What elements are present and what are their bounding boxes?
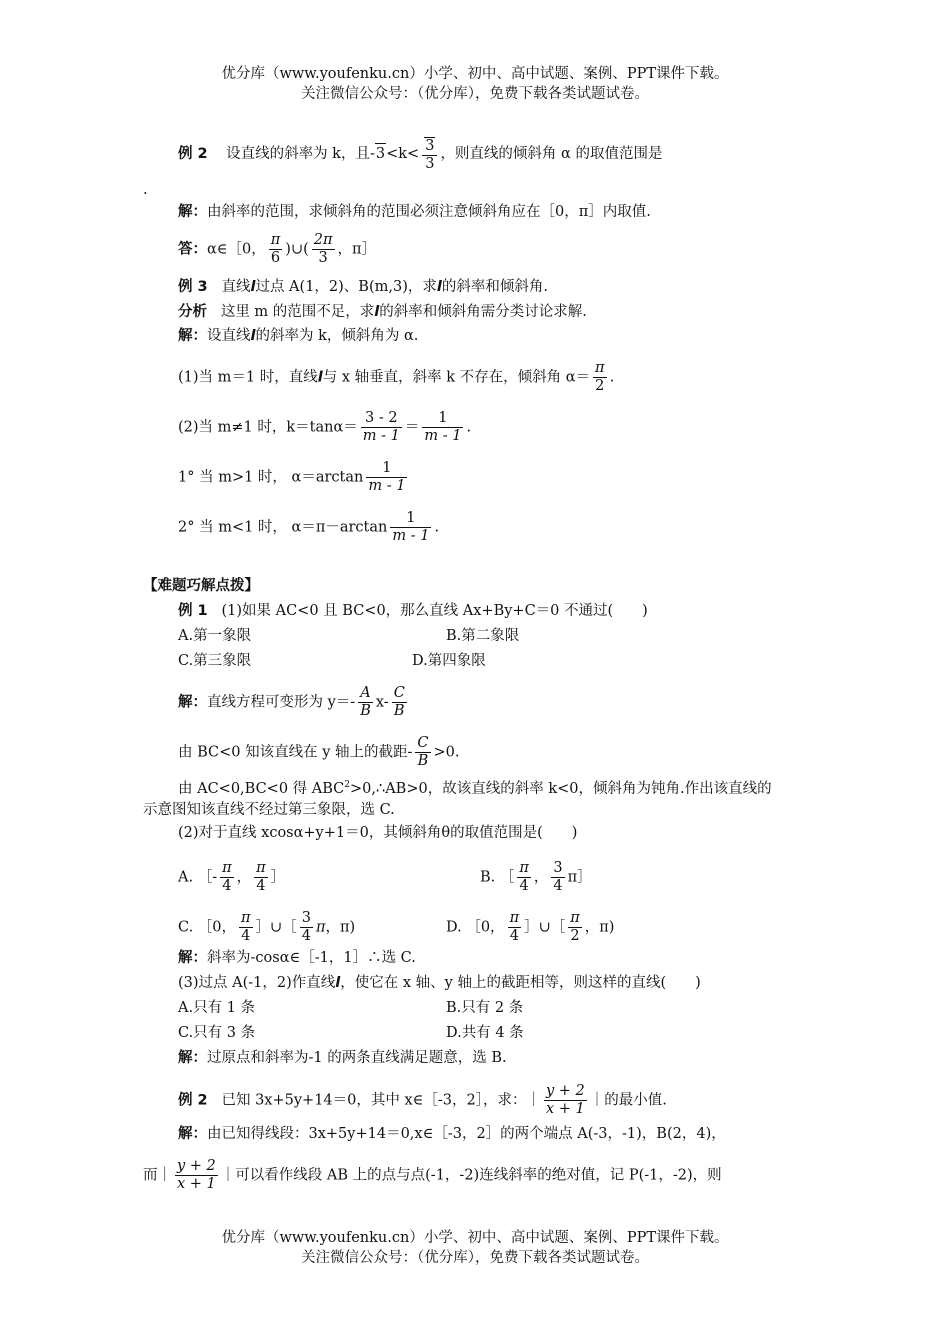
problem-3-solution: 解：过原点和斜率为-1 的两条直线满足题意，选 B. <box>178 1050 507 1066</box>
problem-2-option-b: B. ［ $\frac{\pi}{4}$ ， $\frac{3}{4}$ π］ <box>480 860 592 894</box>
header-line-2: 关注微信公众号：（优分库），免费下载各类试题试卷。 <box>301 86 649 102</box>
problem-3-option-c: C.只有 3 条 <box>178 1025 256 1041</box>
problem-3-option-b: B.只有 2 条 <box>446 1000 524 1016</box>
problem-3-option-a: A.只有 1 条 <box>178 1000 256 1016</box>
problem-2-option-d: D. ［0， $\frac{\pi}{4}$ ］∪［ $\frac{\pi}{2}$ ，π) <box>446 910 615 944</box>
problem-3-option-d: D.共有 4 条 <box>446 1025 524 1041</box>
page-header <box>0 64 950 104</box>
header-line-1: 优分库（www.youfenku.cn）小学、初中、高中试题、案例、PPT课件下载。 <box>221 66 729 82</box>
example-3-analysis: 分析 这里 m 的范围不足，求l的斜率和倾斜角需分类讨论求解. <box>178 304 587 320</box>
example-2-tail: . <box>143 182 148 198</box>
footer-line-1: 优分库（www.youfenku.cn）小学、初中、高中试题、案例、PPT课件下载。 <box>221 1230 729 1246</box>
problem-1-solution-3: 由 AC<0,BC<0 得 $ABC^2>0,\therefore AB>0$，故该直线的斜率 k<0，倾斜角为钝角.作出该直线的 <box>178 780 772 797</box>
example-2-answer: 答：α∈［0， $\frac{\pi}{6}$ )∪( $\frac{2\pi}{3}$ ，π］ <box>178 232 377 266</box>
example-2-question: 例 2 设直线的斜率为 k，且-3<k< $\frac{3}{3}$ ，则直线的倾斜角 α 的取值范围是 <box>178 138 663 172</box>
problem-2-option-c: C. ［0， $\frac{\pi}{4}$ ］∪［ $\frac{3}{4}$ π，π) <box>178 910 356 944</box>
example-2b-solution-1: 解：由已知得线段：3x+5y+14＝0,x∈［-3，2］的两个端点 A(-3，-1)，B(2，4)， <box>178 1126 726 1142</box>
footer-line-2: 关注微信公众号：（优分库），免费下载各类试题试卷。 <box>301 1250 649 1266</box>
problem-2-solution: 解：斜率为-cosα∈［-1，1］∴选 C. <box>178 950 416 966</box>
problem-2-question: (2)对于直线 xcosα+y+1＝0，其倾斜角θ的取值范围是( ) <box>178 825 578 841</box>
example-2-solution: 解：由斜率的范围，求倾斜角的范围必须注意倾斜角应在［0，π］内取值. <box>178 204 651 220</box>
example-2b-solution-2: 而｜ $\frac{y + 2}{x + 1}$ ｜可以看作线段 AB 上的点与点(-1，-2)连线斜率的绝对值，记 P(-1，-2)，则 <box>143 1158 722 1192</box>
problem-1-option-b: B.第二象限 <box>446 628 520 644</box>
example-2b-question: 例 2 已知 3x+5y+14＝0，其中 x∈［-3，2］，求：｜ $\frac{y + 2}{x + 1}$ ｜的最小值. <box>178 1083 667 1117</box>
problem-1-solution-1: 解：直线方程可变形为 y＝- $\frac{A}{B}$ x- $\frac{C}{B}$ <box>178 685 405 719</box>
page-footer <box>0 1228 950 1268</box>
problem-3-question: (3)过点 A(-1，2)作直线l，使它在 x 轴、y 轴上的截距相等，则这样的直线( ) <box>178 975 701 991</box>
example-3-case-2-2: 2° 当 m<1 时， α＝π－arctan $\frac{1}{m - 1}$ . <box>178 510 440 544</box>
problem-1-solution-2: 由 BC<0 知该直线在 y 轴上的截距- $\frac{C}{B}$ >0. <box>178 735 460 769</box>
example-3-question: 例 3 直线l过点 A(1，2)、B(m,3)，求l的斜率和倾斜角. <box>178 279 548 295</box>
problem-2-option-a: A. ［- $\frac{\pi}{4}$ ， $\frac{\pi}{4}$ ］ <box>178 860 286 894</box>
problem-1-option-a: A.第一象限 <box>178 628 252 644</box>
problem-1-solution-4: 示意图知该直线不经过第三象限，选 C. <box>143 802 395 818</box>
example-3-solution: 解：设直线l的斜率为 k，倾斜角为 α. <box>178 328 419 344</box>
example-3-case-2-1: 1° 当 m>1 时， α＝arctan $\frac{1}{m - 1}$ <box>178 460 406 494</box>
problem-1-question: 例 1 (1)如果 AC<0 且 BC<0，那么直线 Ax+By+C＝0 不通过( ) <box>178 603 648 619</box>
section-title: 【难题巧解点拨】 <box>143 578 259 594</box>
problem-1-option-d: D.第四象限 <box>412 653 486 669</box>
example-3-case-2: (2)当 m≠1 时，k＝tanα＝ $\frac{3 - 2}{m - 1}$ ＝ $\frac{1}{m - 1}$ . <box>178 410 472 444</box>
example-3-case-1: (1)当 m＝1 时，直线l与 x 轴垂直，斜率 k 不存在，倾斜角 α＝ $\frac{\pi}{2}$ . <box>178 360 615 394</box>
problem-1-option-c: C.第三象限 <box>178 653 252 669</box>
